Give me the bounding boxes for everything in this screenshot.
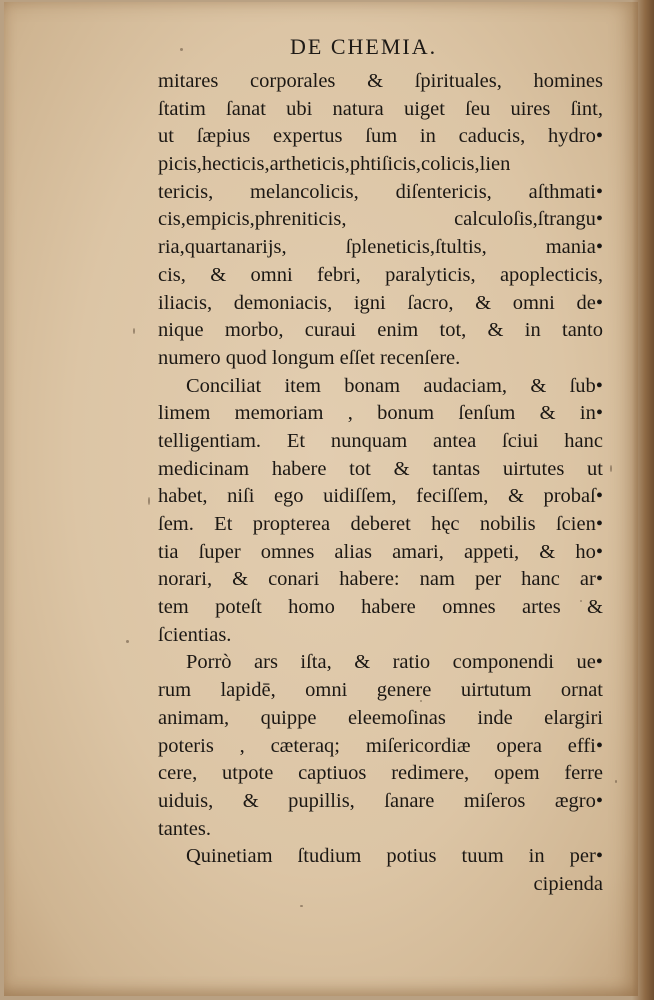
text-line: habet, niſi ego uidiſſem, feciſſem, & probaſ•: [158, 485, 603, 508]
text-line: cis,empicis,phreniticis, calculoſis,ſtrangu•: [158, 208, 603, 231]
text-line: nique morbo, curaui enim tot, & in tanto: [158, 319, 603, 342]
text-line: ſem. Et propterea deberet hęc nobilis ſcien•: [158, 513, 603, 535]
running-header: DE CHEMIA.: [290, 34, 438, 59]
text-line: norari, & conari habere: nam per hanc ar•: [158, 568, 603, 591]
text-line: tem poteſt homo habere omnes artes &: [158, 596, 603, 619]
text-line: limem memoriam , bonum ſenſum & in•: [158, 402, 603, 425]
text-line: Porrò ars iſta, & ratio componendi ue•: [186, 651, 603, 674]
text-line: rum lapidē, omni genere uirtutum ornat: [158, 679, 603, 702]
text-line: picis,hecticis,artheticis,phtiſicis,colicis,lien: [158, 153, 511, 176]
text-line: animam, quippe eleemoſinas inde elargiri: [158, 706, 603, 729]
text-line: tericis, melancolicis, diſentericis, aſthmati•: [158, 180, 603, 203]
text-line: ut ſæpius expertus ſum in caducis, hydro•: [158, 125, 603, 148]
text-line: Conciliat item bonam audaciam, & ſub•: [186, 374, 603, 397]
text-line: telligentiam. Et nunquam antea ſciui hanc: [158, 429, 603, 452]
text-line: mitares corporales & ſpirituales, homines: [158, 70, 603, 92]
text-line: Quinetiam ſtudium potius tuum in per•: [186, 845, 603, 868]
text-line: cis, & omni febri, paralyticis, apoplecticis,: [158, 263, 603, 286]
text-line: iliacis, demoniacis, igni ſacro, & omni de•: [158, 291, 603, 314]
text-line: cipienda: [533, 872, 603, 895]
page-edge-shadow: [632, 0, 654, 1000]
body-text: [158, 68, 603, 899]
text-line: medicinam habere tot & tantas uirtutes ut: [158, 457, 603, 480]
text-line: ſcientias.: [158, 623, 232, 646]
text-line: uiduis, & pupillis, ſanare miſeros ægro•: [158, 789, 603, 812]
text-line: tia ſuper omnes alias amari, appeti, & ho•: [158, 540, 603, 563]
text-line: ria,quartanarijs, ſpleneticis,ſtultis, mania•: [158, 236, 603, 259]
text-line: numero quod longum eſſet recenſere.: [158, 346, 461, 369]
text-line: ſtatim ſanat ubi natura uiget ſeu uires ſint,: [158, 97, 603, 120]
text-line: tantes.: [158, 817, 211, 840]
text-line: poteris , cæteraq; miſericordiæ opera effi•: [158, 734, 603, 757]
text-line: cere, utpote captiuos redimere, opem ferre: [158, 762, 603, 785]
